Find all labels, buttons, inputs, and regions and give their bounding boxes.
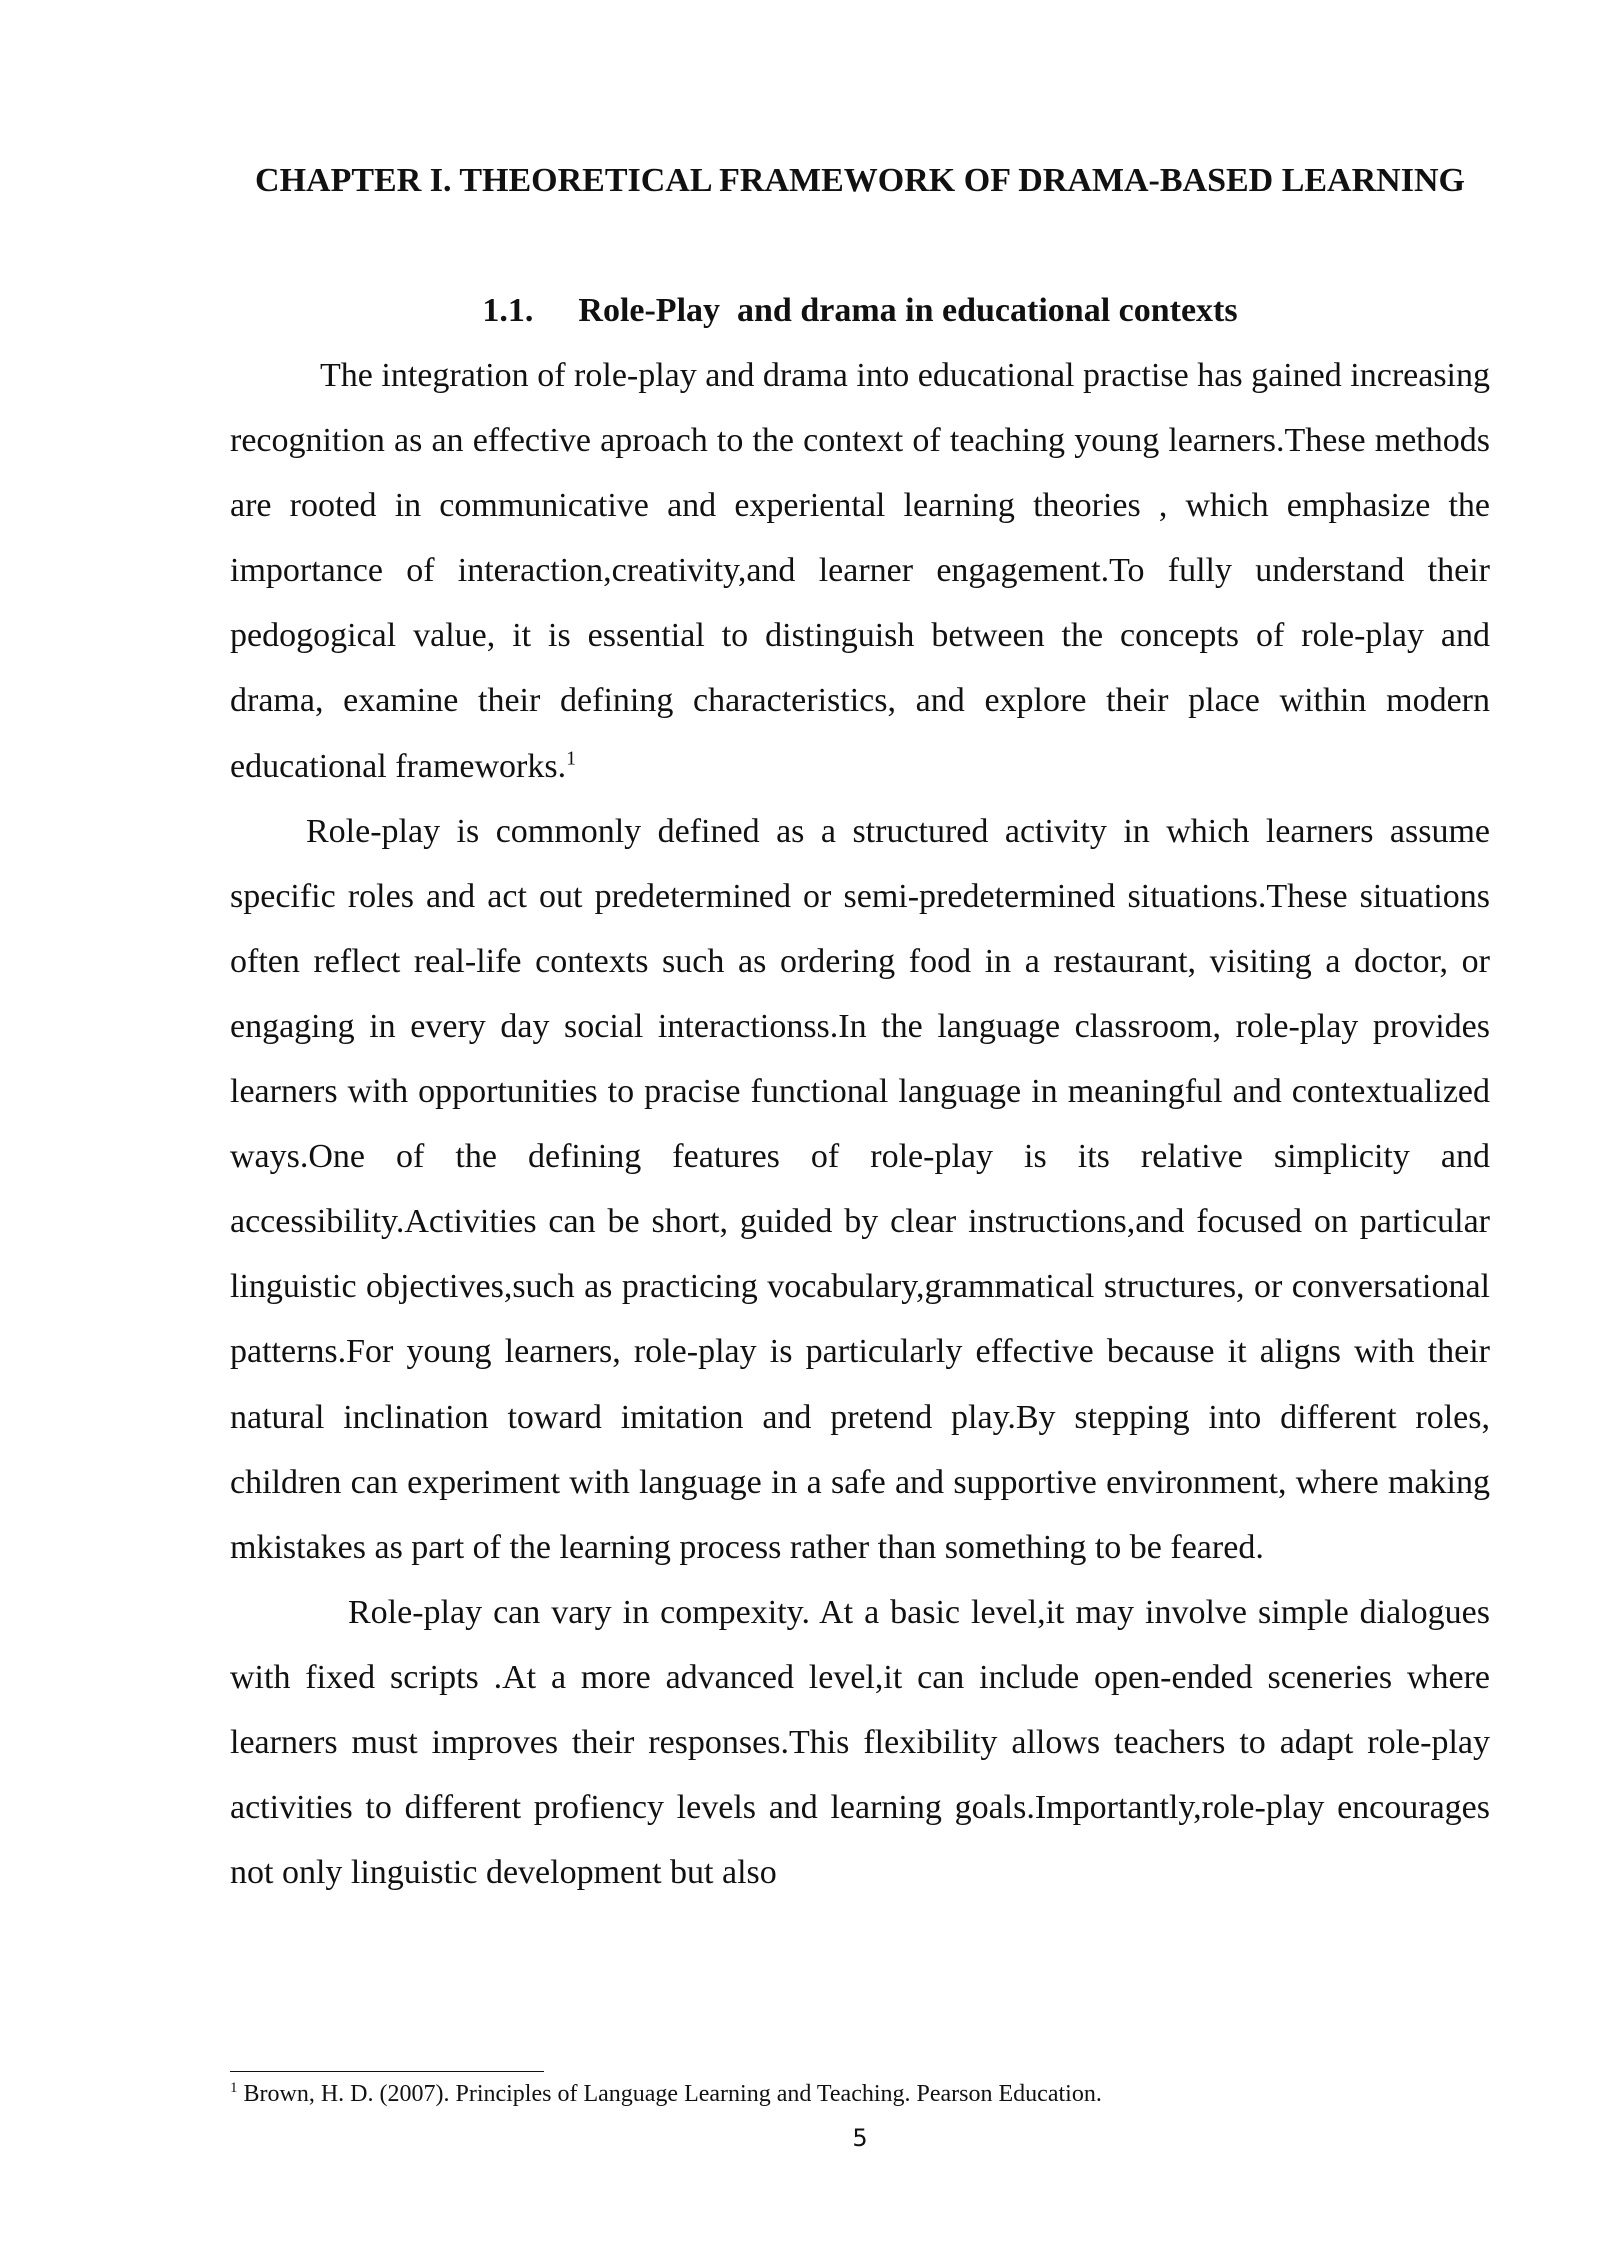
footnote-text: Brown, H. D. (2007). Principles of Language Learning and Teaching. Pearson Education. (243, 2081, 1102, 2107)
paragraph-text: Role-play is commonly defined as a structured activity in which learners assume specific roles and act out predetermined or semi-predetermined situations.These situations often reflect real-life contexts such as ordering food in a restaurant, visiting a doctor, or engaging in every day social interactionss.In the language classroom, role-play provides learners with opportunities to pracise functional language in meaningful and contextualized ways.One of the defining features of role-play is its relative simplicity and accessibility.Activities can be short, guided by clear instructions,and focused on particular linguistic objectives,such as practicing vocabulary,grammatical structures, or conversational patterns.For young learners, role-play is particularly effective because it aligns with their natural inclination toward imitation and pretend play.By stepping into different roles, children can experiment with language in a safe and supportive environment, where making mkistakes as part of the learning process rather than something to be feared. (230, 812, 1490, 1566)
footnote-marker: 1 (230, 2080, 238, 2096)
page-number: 5 (852, 2124, 868, 2152)
chapter-title: CHAPTER I. THEORETICAL FRAMEWORK OF DRAMA-BASED LEARNING (255, 162, 1465, 199)
body-text (230, 343, 1490, 1905)
paragraph (230, 1580, 1490, 1905)
paragraph (230, 343, 1490, 799)
section-heading (230, 278, 1490, 343)
footnote (230, 2078, 1102, 2110)
paragraph (230, 799, 1490, 1580)
section-number: 1.1. (482, 292, 534, 329)
section-title: Role-Play and drama in educational contexts (578, 292, 1238, 329)
paragraph-text: The integration of role-play and drama into educational practise has gained increasing recognition as an effective aproach to the context of teaching young learners.These methods are rooted in communicative and experiental learning theories , which emphasize the importance of interaction,creativity,and learner engagement.To fully understand their pedogogical value, it is essential to distinguish between the concepts of role-play and drama, examine their defining characteristics, and explore their place within modern educational frameworks. (230, 357, 1490, 785)
paragraph-text: Role-play can vary in compexity. At a basic level,it may involve simple dialogues with fixed scripts .At a more advanced level,it can include open-ended sceneries where learners must improves their responses.This flexibility allows teachers to adapt role-play activities to different profiency levels and learning goals.Importantly,role-play encourages not only linguistic development but also (230, 1593, 1490, 1892)
footnote-separator (230, 2071, 544, 2072)
footnote-reference[interactable]: 1 (566, 747, 577, 770)
